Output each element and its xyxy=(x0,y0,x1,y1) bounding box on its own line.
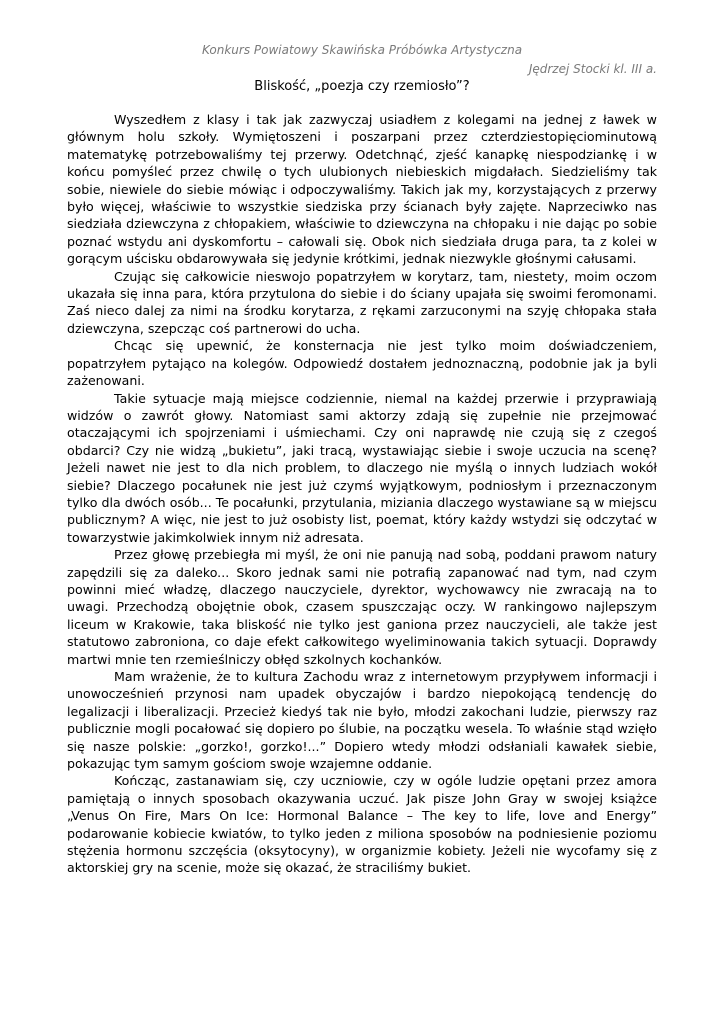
essay-title: Bliskość, „poezja czy rzemiosło”? xyxy=(254,79,470,94)
contest-header: Konkurs Powiatowy Skawińska Próbówka Artystyczna xyxy=(201,43,523,57)
paragraph: Przez głowę przebiegła mi myśl, że oni nie panują nad sobą, poddani prawom natury zapędzili się za daleko... Skoro jednak sami nie potrafią zapanować nad tym, nad czym powinni mieć władzę, dlaczego nauczyciele, dyrektor, wychowawcy nie zwracają na to uwagi. Przechodzą obojętnie obok, czasem spuszczając oczy. W rankingowo najlepszym liceum w Krakowie, taka bliskość nie tylko jest ganiona przez nauczycieli, ale także jest statutowo zabroniona, co daje efekt całkowitego wyeliminowania takich sytuacji. Doprawdy martwi mnie ten rzemieślniczy obłęd szkolnych kochanków. xyxy=(67,547,657,667)
essay-body xyxy=(67,111,657,877)
author-line: Jędrzej Stocki kl. III a. xyxy=(528,62,657,76)
paragraph: Czując się całkowicie nieswojo popatrzyłem w korytarz, tam, niestety, moim oczom ukazała się inna para, która przytulona do siebie i do ściany upajała się swoimi feromonami. Zaś nieco dalej za nimi na środku korytarza, z rękami zarzuconymi na szyję chłopaka stała dziewczyna, szepcząc coś partnerowi do ucha. xyxy=(67,268,657,336)
paragraph: Kończąc, zastanawiam się, czy uczniowie, czy w ogóle ludzie opętani przez amora pamiętają o innych sposobach okazywania uczuć. Jak pisze John Gray w swojej książce „Venus On Fire, Mars On Ice: Hormonal Balance – The key to life, love and Energy” podarowanie kobiecie kwiatów, to tylko jeden z miliona sposobów na podniesienie poziomu stężenia hormonu szczęścia (oksytocyny), w organizmie kobiety. Jeżeli nie wycofamy się z aktorskiej gry na scenie, może się okazać, że straciliśmy bukiet. xyxy=(67,773,657,876)
paragraph: Chcąc się upewnić, że konsternacja nie jest tylko moim doświadczeniem, popatrzyłem pytająco na kolegów. Odpowiedź dostałem jednoznaczną, podobnie jak ja byli zażenowani. xyxy=(67,338,657,389)
paragraph: Takie sytuacje mają miejsce codziennie, niemal na każdej przerwie i przyprawiają widzów o zawrót głowy. Natomiast sami aktorzy zdają się zupełnie nie przejmować otaczającymi ich spojrzeniami i uśmiechami. Czy oni naprawdę nie czują się z czegoś obdarci? Czy nie widzą „bukietu”, jaki tracą, wystawiając siebie i swoje uczucia na scenę? Jeżeli nawet nie jest to dla nich problem, to dlaczego nie myślą o innych ludziach wokół siebie? Dlaczego pocałunek nie jest już czymś wyjątkowym, podniosłym i przeznaczonym tylko dla dwóch osób... Te pocałunki, przytulania, miziania dlaczego wystawiane są w miejscu publicznym? A więc, nie jest to już osobisty list, poemat, który każdy wstydzi się odczytać w towarzystwie jakimkolwiek innym niż adresata. xyxy=(67,390,657,545)
paragraph: Wyszedłem z klasy i tak jak zazwyczaj usiadłem z kolegami na jednej z ławek w głównym holu szkoły. Wymiętoszeni i poszarpani przez czterdziestopięciominutową matematykę potrzebowaliśmy tej przerwy. Odetchnąć, zjeść kanapkę niespodziankę i w końcu pomyśleć przez chwilę o tych ulubionych niebieskich migdałach. Siedzieliśmy tak sobie, niewiele do siebie mówiąc i odpoczywaliśmy. Takich jak my, korzystających z przerwy było więcej, właściwie to wszystkie siedziska przy ścianach były zajęte. Naprzeciwko nas siedziała dziewczyna z chłopakiem, właściwie to dziewczyna na chłopaku i nie dając po sobie poznać wstydu ani dyskomfortu – całowali się. Obok nich siedziała druga para, ta z kolei w gorącym uścisku obdarowywała się jedynie krótkimi, jednak niezwykle głośnymi całusami. xyxy=(67,112,657,267)
paragraph: Mam wrażenie, że to kultura Zachodu wraz z internetowym przypływem informacji i unowocześnień przynosi nam upadek obyczajów i bardzo niepokojącą tendencję do legalizacji i liberalizacji. Przecież kiedyś tak nie było, młodzi zakochani ludzie, pierwszy raz publicznie mogli pocałować się dopiero po ślubie, na początku wesela. To właśnie stąd wzięło się nasze polskie: „gorzko!, gorzko!...” Dopiero wtedy młodzi odsłaniali kawałek siebie, pokazując tym samym gościom swoje wzajemne oddanie. xyxy=(67,669,657,772)
